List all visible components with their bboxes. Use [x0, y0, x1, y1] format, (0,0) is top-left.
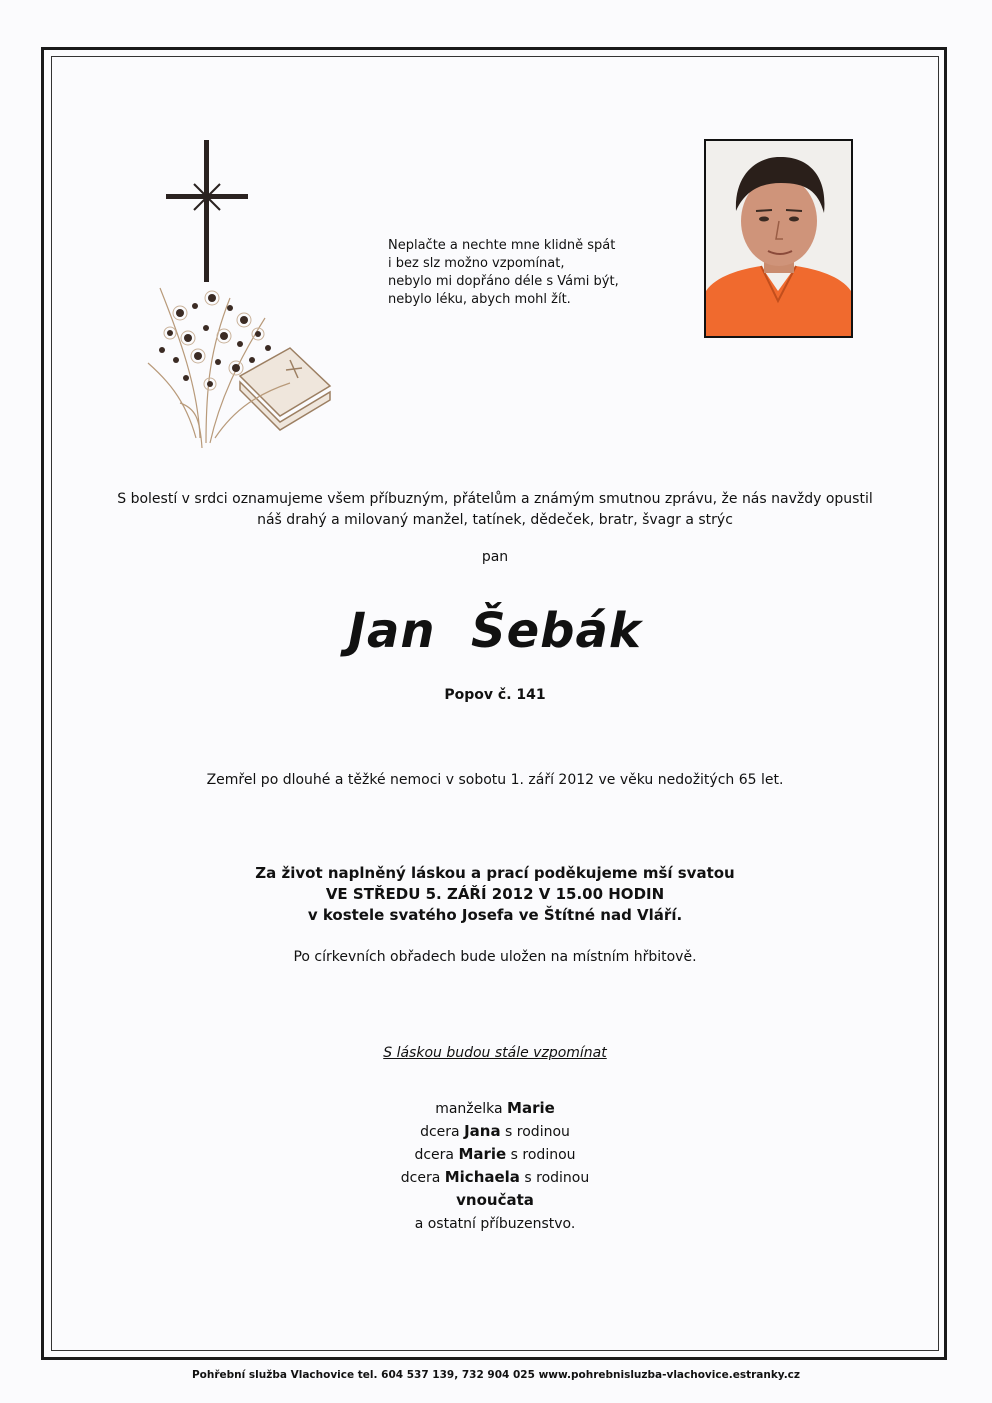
death-notice: Zemřel po dlouhé a těžké nemoci v sobotu 1. září 2012 ve věku nedožitých 65 let.: [206, 772, 784, 788]
member-name: vnoučata: [456, 1191, 534, 1209]
relation-suffix: s rodinou: [519, 1170, 590, 1186]
remembrance-heading: S láskou budou stále vzpomínat: [383, 1045, 607, 1061]
family-list: [60, 1097, 930, 1235]
poem-line: nebylo léku, abych mohl žít.: [388, 292, 571, 307]
funeral-service-footer: Pohřební služba Vlachovice tel. 604 537 139, 732 904 025 www.pohrebnisluzba-vlachovice.estranky.cz: [191, 1369, 801, 1381]
poem-line: nebylo mi dopřáno déle s Vámi být,: [388, 274, 619, 289]
member-name: Jana: [464, 1122, 501, 1140]
burial-notice: Po církevních obřadech bude uložen na místním hřbitově.: [293, 949, 697, 965]
announcement: [60, 489, 930, 531]
poem-line: i bez slz možno vzpomínat,: [388, 256, 565, 271]
mass-line: v kostele svatého Josefa ve Štítné nad Vláří.: [307, 906, 683, 924]
mass-line: Za život naplněný láskou a prací poděkujeme mší svatou: [255, 864, 735, 882]
relation: a ostatní příbuzenstvo.: [414, 1216, 576, 1232]
relation: manželka: [435, 1101, 508, 1117]
relation-suffix: s rodinou: [500, 1124, 570, 1140]
family-member: [60, 1166, 930, 1189]
announcement-line: náš drahý a milovaný manžel, tatínek, dědeček, bratr, švagr a strýc: [257, 512, 733, 528]
relation: dcera: [400, 1170, 445, 1186]
deceased-name: Jan Šebák: [348, 603, 642, 659]
family-member: [60, 1143, 930, 1166]
announcement-line: S bolestí v srdci oznamujeme všem příbuzným, přátelům a známým smutnou zprávu, že nás navždy opustil: [117, 491, 873, 507]
member-name: Michaela: [444, 1168, 520, 1186]
cross-flowers-emblem: [140, 138, 340, 458]
family-member: [60, 1097, 930, 1120]
salutation: pan: [481, 549, 509, 565]
relation: dcera: [420, 1124, 465, 1140]
portrait-photo: [704, 139, 853, 338]
mass-line: VE STŘEDU 5. ZÁŘÍ 2012 V 15.00 HODIN: [325, 885, 665, 903]
mass-info: [60, 863, 930, 926]
member-name: Marie: [458, 1145, 507, 1163]
family-member: [60, 1212, 930, 1235]
relation: dcera: [414, 1147, 459, 1163]
relation-suffix: s rodinou: [506, 1147, 576, 1163]
member-name: Marie: [507, 1099, 555, 1117]
family-member: [60, 1120, 930, 1143]
poem: [388, 237, 668, 309]
poem-line: Neplačte a nechte mne klidně spát: [388, 238, 616, 253]
family-member: [60, 1189, 930, 1212]
address: Popov č. 141: [444, 687, 546, 703]
